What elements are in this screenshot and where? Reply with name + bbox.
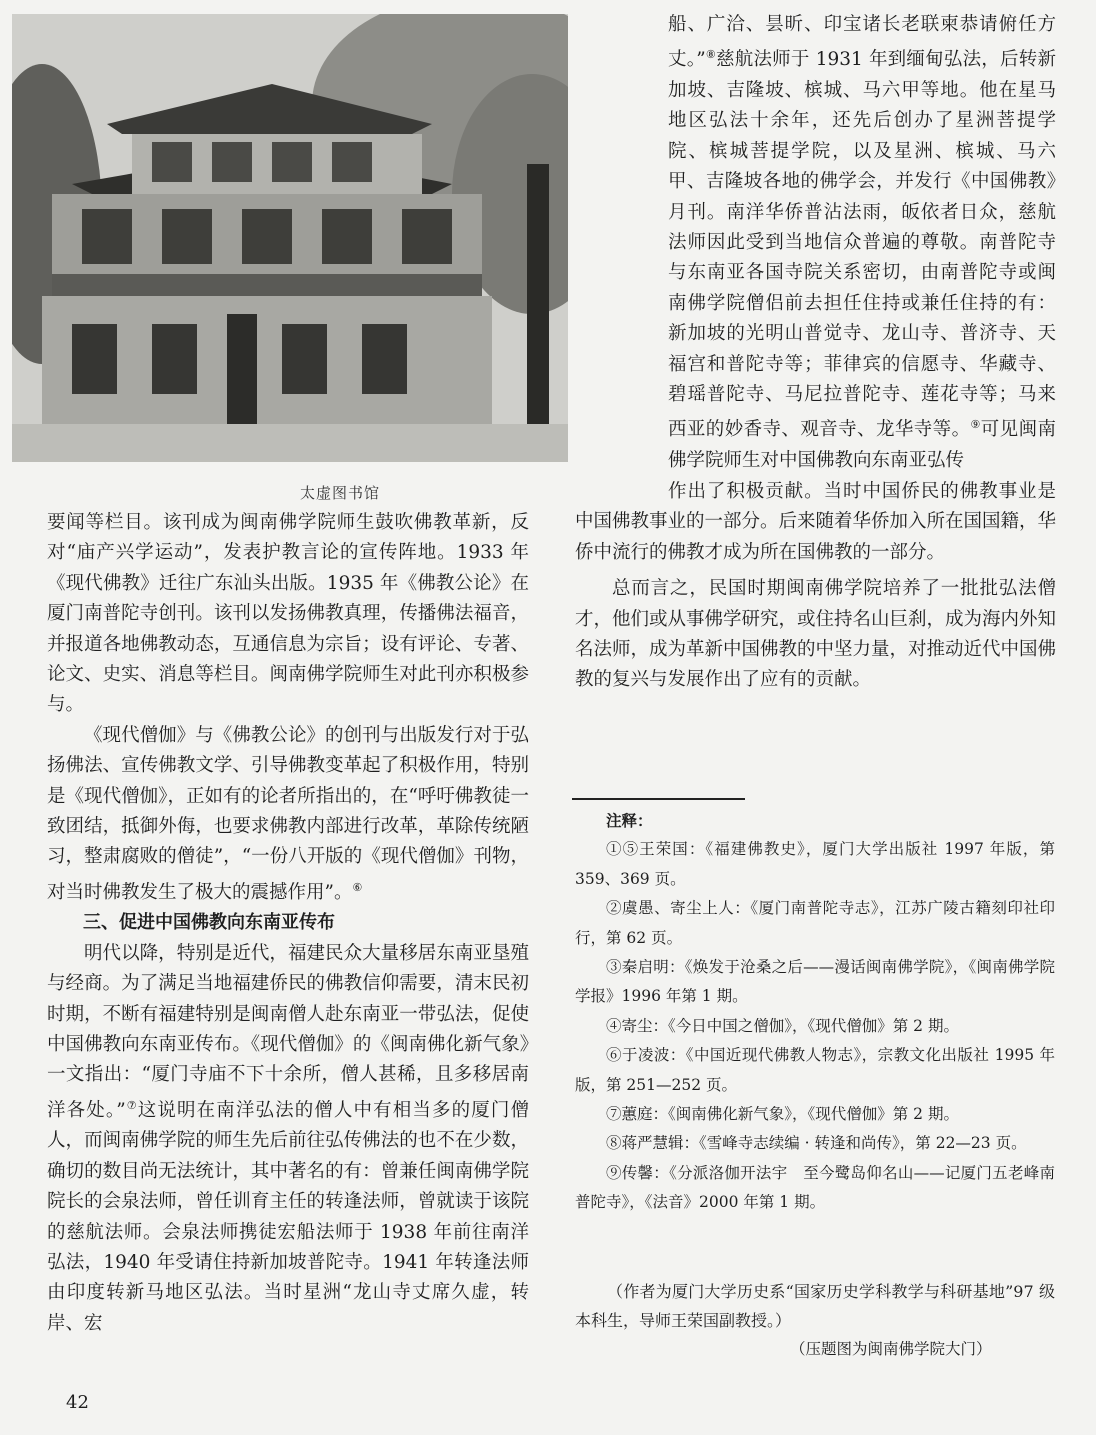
right-paragraph-1a: 船、广洽、昙昕、印宝诸长老联柬恭请俯任方丈。” [668, 14, 1056, 71]
left-paragraph-3 [47, 939, 529, 1339]
note-item: ①⑤王荣国：《福建佛教史》，厦门大学出版社 1997 年版，第 359、369 页。 [575, 840, 1055, 888]
page-number: 42 [66, 1392, 89, 1413]
left-column [47, 508, 529, 1339]
left-paragraph-1: 要闻等栏目。该刊成为闽南佛学院师生鼓吹佛教革新，反对“庙产兴学运动”，发表护教言论的宣传阵地。1933 年《现代佛教》迁往广东汕头出版。1935 年《佛教公论》在厦门南普陀寺创刊。该刊以发扬佛教真理，传播佛法福音，并报道各地佛教动态，互通信息为宗旨；设有评论、专著、论文、史实、消息等栏目。闽南佛学院师生对此刊亦积极参与。 [47, 512, 529, 716]
left-paragraph-2 [47, 721, 529, 909]
note-item: ⑦蕙庭：《闽南佛化新气象》，《现代僧伽》第 2 期。 [606, 1105, 959, 1124]
note-item: ⑨传馨：《分派洛伽开法宇 至今鹭岛仰名山——记厦门五老峰南普陀寺》，《法音》2000 年第 1 期。 [575, 1163, 1055, 1212]
notes-title: 注释： [606, 811, 653, 830]
footnote-ref-9: ⑨ [970, 418, 981, 432]
note-item: ③秦启明：《焕发于沧桑之后——漫话闽南佛学院》，《闽南佛学院学报》1996 年第 1 期。 [575, 958, 1055, 1006]
header-photo-note: （压题图为闽南佛学院大门） [790, 1340, 992, 1358]
section-heading: 三、促进中国佛教向东南亚传布 [83, 912, 335, 934]
photo-caption: 太虚图书馆 [300, 484, 381, 502]
left-paragraph-2-text: 《现代僧伽》与《佛教公论》的创刊与出版发行对于弘扬佛法、宣传佛教文学、引导佛教变革起了积极作用，特别是《现代僧伽》，正如有的论者所指出的，在“呼吁佛教徒一致团结，抵御外侮，也要求佛教内部进行改革，革除传统陋习，整肃腐败的僧徒”，“一份八开版的《现代僧伽》刊物，对当时佛教发生了极大的震撼作用”。 [47, 724, 529, 904]
right-paragraph-2: 总而言之，民国时期闽南佛学院培养了一批批弘法僧才，他们或从事佛学研究，或住持名山巨刹，成为海内外知名法师，成为革新中国佛教的中坚力量，对推动近代中国佛教的复兴与发展作出了应有的贡献。 [575, 578, 1057, 691]
footnote-ref-7: ⑦ [125, 1098, 138, 1112]
left-paragraph-3b: 这说明在南洋弘法的僧人中有相当多的厦门僧人，而闽南佛学院的师生先后前往弘传佛法的也不在少数，确切的数目尚无法统计，其中著名的有：曾兼任闽南佛学院院长的会泉法师，曾任训育主任的转逢法师，曾就读于该院的慈航法师。会泉法师携徒宏船法师于 1938 年前往南洋弘法，1940 年受请住持新加坡普陀寺。1941 年转逢法师由印度转新马地区弘法。当时星洲“龙山寺丈席久虚，转岸、宏 [47, 1100, 529, 1334]
notes-divider [572, 798, 745, 800]
author-note: （作者为厦门大学历史系“国家历史学科教学与科研基地”97 级本科生，导师王荣国副教授。） [575, 1282, 1055, 1330]
footnote-ref-8: ⑧ [705, 48, 716, 62]
right-column-top [668, 10, 1056, 476]
right-paragraph-1c-top: 可见闽南佛学院师生对中国佛教向东南亚弘传 [668, 419, 1056, 471]
right-column-bottom [575, 477, 1056, 696]
footnote-ref-6: ⑥ [352, 880, 363, 894]
note-item: ⑥于凌波：《中国近现代佛教人物志》，宗教文化出版社 1995 年版，第 251—252 页。 [575, 1046, 1055, 1094]
right-paragraph-1c-bottom: 作出了积极贡献。当时中国侨民的佛教事业是中国佛教事业的一部分。后来随着华侨加入所在国国籍，华侨中流行的佛教才成为所在国佛教的一部分。 [575, 481, 1057, 563]
note-item: ⑧蒋严慧辑：《雪峰寺志续编 · 转逢和尚传》，第 22—23 页。 [606, 1134, 1027, 1153]
right-paragraph-1 [668, 10, 1056, 476]
right-paragraph-1b: 慈航法师于 1931 年到缅甸弘法，后转新加坡、吉隆坡、槟城、马六甲等地。他在星马地区弘法十余年，还先后创办了星洲菩提学院、槟城菩提学院，以及星洲、槟城、马六甲、吉隆坡各地的佛学会，并发行《中国佛教》月刊。南洋华侨普沾法雨，皈依者日众，慈航法师因此受到当地信众普遍的尊敬。南普陀寺与东南亚各国寺院关系密切，由南普陀寺或闽南佛学院僧侣前去担任住持或兼任住持的有：新加坡的光明山普觉寺、龙山寺、普济寺、天福宫和普陀寺等；菲律宾的信愿寺、华藏寺、碧瑶普陀寺、马尼拉普陀寺、莲花寺等；马来西亚的妙香寺、观音寺、龙华寺等。 [668, 49, 1056, 441]
note-item: ④寄尘：《今日中国之僧伽》，《现代僧伽》第 2 期。 [606, 1016, 959, 1035]
notes-section [575, 806, 1055, 1218]
left-paragraph-3a: 明代以降，特别是近代，福建民众大量移居东南亚垦殖与经商。为了满足当地福建侨民的佛教信仰需要，清末民初时期，不断有福建特别是闽南僧人赴东南亚一带弘法，促使中国佛教向东南亚传布。《现代僧伽》的《闽南佛化新气象》一文指出：“厦门寺庙不下十余所，僧人甚稀，且多移居南洋各处。” [47, 942, 529, 1122]
note-item: ②虞愚、寄尘上人：《厦门南普陀寺志》，江苏广陵古籍刻印社印行，第 62 页。 [575, 899, 1055, 947]
library-photo [12, 14, 568, 462]
